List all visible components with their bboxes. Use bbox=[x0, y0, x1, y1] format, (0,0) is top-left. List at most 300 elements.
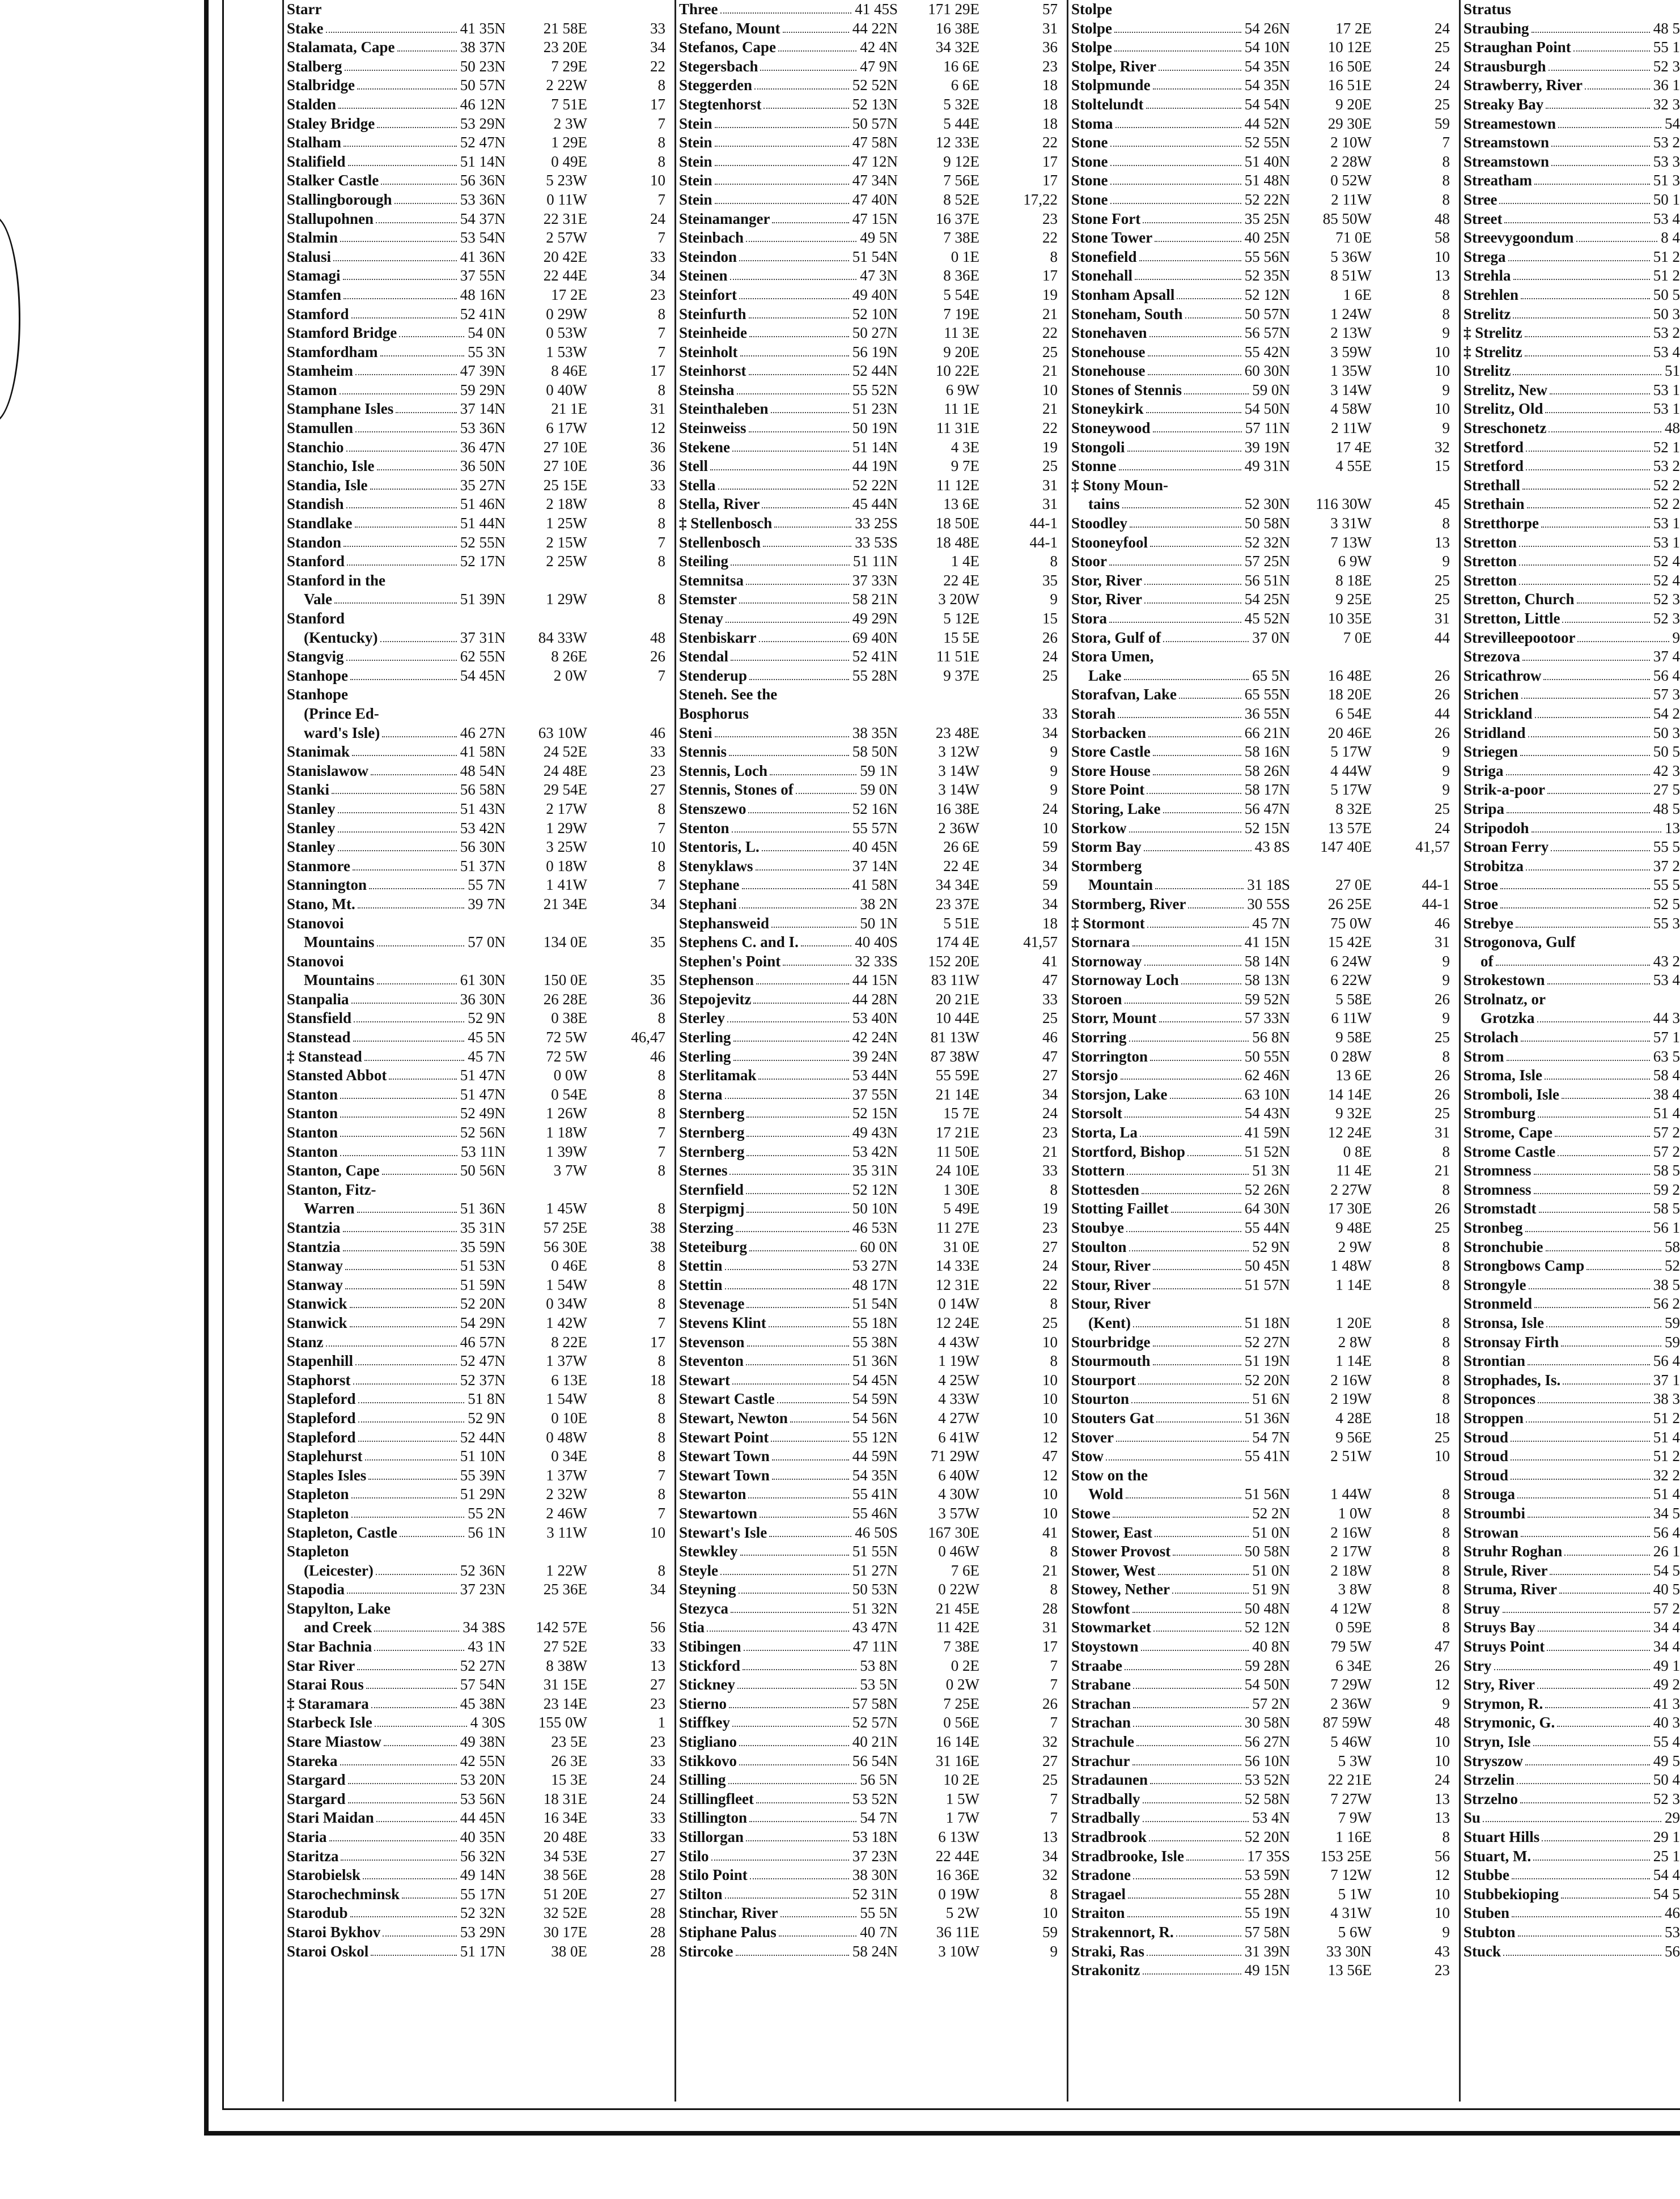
longitude: 13 57E bbox=[1327, 819, 1372, 837]
index-entry bbox=[287, 1199, 670, 1219]
latitude: 53 27N bbox=[852, 1257, 898, 1275]
index-entry bbox=[679, 1771, 1062, 1790]
place-name: Steinbach bbox=[679, 229, 744, 247]
place-name: Stari Maidan bbox=[287, 1809, 374, 1827]
leader-dots bbox=[358, 1402, 464, 1403]
place-name: ‡ Stony Moun- bbox=[1071, 476, 1169, 494]
longitude: 26 3E bbox=[551, 1752, 587, 1769]
latitude: 37 2 bbox=[1653, 857, 1680, 874]
latitude: 62 55N bbox=[460, 648, 506, 665]
longitude: 3 14W bbox=[938, 762, 979, 779]
leader-dots bbox=[1114, 50, 1241, 52]
map-page: 25 bbox=[1435, 571, 1450, 589]
map-page: 33 bbox=[650, 1809, 665, 1827]
index-entry bbox=[1463, 0, 1680, 19]
latitude: 37 55N bbox=[460, 267, 506, 285]
leader-dots bbox=[1534, 1307, 1650, 1308]
leader-dots bbox=[710, 469, 849, 470]
index-entry bbox=[1071, 362, 1454, 381]
index-entry bbox=[679, 1238, 1062, 1257]
index-entry bbox=[1071, 1181, 1454, 1200]
place-name: Stone Fort bbox=[1071, 210, 1141, 227]
place-name: Stewart bbox=[679, 1371, 730, 1389]
index-entry bbox=[1071, 895, 1454, 914]
map-page: 38 bbox=[650, 1238, 665, 1255]
leader-dots bbox=[763, 546, 851, 547]
place-name: Steinsha bbox=[679, 381, 735, 398]
map-page: 8 bbox=[1442, 172, 1450, 189]
leader-dots bbox=[340, 1155, 457, 1156]
leader-dots bbox=[1549, 70, 1650, 71]
longitude: 7 38E bbox=[943, 229, 979, 247]
index-entry bbox=[679, 1085, 1062, 1105]
longitude: 75 0W bbox=[1330, 914, 1372, 932]
index-entry bbox=[1071, 1333, 1454, 1352]
map-page: 44-1 bbox=[1029, 533, 1058, 551]
longitude: 0 52W bbox=[1330, 172, 1372, 189]
index-entry bbox=[1071, 1847, 1454, 1866]
place-name: Stewarton bbox=[679, 1485, 746, 1503]
latitude: 54 29N bbox=[460, 1314, 506, 1331]
index-entry bbox=[1071, 95, 1454, 114]
place-name: Stone bbox=[1071, 172, 1108, 189]
latitude: 50 3 bbox=[1653, 724, 1680, 741]
leader-dots bbox=[1542, 1840, 1650, 1841]
latitude: 52 26N bbox=[1244, 1181, 1290, 1198]
map-page: 10 bbox=[650, 1523, 665, 1541]
latitude: 54 45N bbox=[460, 667, 506, 684]
index-entry bbox=[679, 667, 1062, 686]
latitude: 63 5 bbox=[1653, 1047, 1680, 1065]
leader-dots bbox=[400, 1536, 464, 1537]
leader-dots bbox=[783, 965, 851, 966]
map-page: 7 bbox=[657, 324, 665, 342]
latitude: 54 4 bbox=[1653, 1866, 1680, 1884]
longitude: 2 11W bbox=[1331, 190, 1372, 208]
leader-dots bbox=[732, 831, 849, 833]
map-page: 8 bbox=[657, 1162, 665, 1179]
latitude: 39 7N bbox=[468, 895, 506, 912]
longitude: 11 1E bbox=[944, 400, 979, 418]
index-entry bbox=[1463, 514, 1680, 533]
index-entry bbox=[287, 1390, 670, 1409]
latitude: 54 50N bbox=[1244, 1676, 1290, 1693]
longitude: 12 33E bbox=[935, 134, 979, 151]
longitude: 29 30E bbox=[1327, 114, 1372, 132]
latitude: 52 15N bbox=[852, 1105, 898, 1122]
longitude: 1 4E bbox=[951, 553, 979, 570]
leader-dots bbox=[1545, 1707, 1650, 1708]
leader-dots bbox=[366, 1688, 457, 1689]
index-entry bbox=[287, 171, 670, 190]
place-name: Stretton, Little bbox=[1463, 610, 1560, 627]
longitude: 31 16E bbox=[935, 1752, 979, 1769]
latitude: 53 36N bbox=[460, 190, 506, 208]
place-name: Steinhorst bbox=[679, 362, 746, 380]
leader-dots bbox=[1163, 641, 1249, 642]
index-entry bbox=[679, 819, 1062, 838]
latitude: 37 23N bbox=[852, 1847, 898, 1865]
leader-dots bbox=[1543, 679, 1650, 680]
latitude: 43 8S bbox=[1254, 838, 1290, 856]
place-name: Steinthaleben bbox=[679, 400, 769, 418]
map-page: 32 bbox=[1042, 1733, 1058, 1751]
leader-dots bbox=[340, 1764, 457, 1765]
longitude: 23 14E bbox=[543, 1695, 587, 1712]
index-entry bbox=[287, 1219, 670, 1238]
longitude: 6 24W bbox=[1330, 952, 1372, 970]
leader-dots bbox=[377, 983, 457, 984]
latitude: 60 30N bbox=[1244, 362, 1290, 380]
index-entry bbox=[679, 1790, 1062, 1809]
place-name: Stanwick bbox=[287, 1295, 347, 1313]
place-name: Stamullen bbox=[287, 419, 354, 437]
map-page: 7 bbox=[657, 114, 665, 132]
longitude: 1 42W bbox=[546, 1314, 587, 1331]
latitude: 51 18N bbox=[1244, 1314, 1290, 1331]
leader-dots bbox=[1147, 793, 1241, 794]
place-name: Mountains bbox=[304, 971, 375, 989]
longitude: 3 25W bbox=[546, 838, 587, 856]
index-entry bbox=[1463, 552, 1680, 571]
index-entry bbox=[1463, 1181, 1680, 1200]
place-name: Strokestown bbox=[1463, 971, 1545, 989]
map-page: 8 bbox=[1050, 248, 1058, 265]
place-name: Stevenson bbox=[679, 1333, 745, 1351]
index-entry bbox=[679, 1637, 1062, 1657]
latitude: 56 1 bbox=[1653, 1219, 1680, 1236]
longitude: 116 30W bbox=[1316, 495, 1372, 513]
index-entry bbox=[679, 400, 1062, 419]
index-entry bbox=[287, 228, 670, 248]
place-name: Straubing bbox=[1463, 19, 1529, 37]
place-name: Stowe bbox=[1071, 1504, 1110, 1522]
leader-dots bbox=[759, 641, 849, 642]
place-name: Strymonic, G. bbox=[1463, 1714, 1555, 1731]
place-name: Strelitz, New bbox=[1463, 381, 1547, 398]
index-entry bbox=[287, 1143, 670, 1162]
place-name: ‡ Strelitz bbox=[1463, 343, 1522, 360]
latitude: 52 55N bbox=[460, 533, 506, 551]
map-page: 26 bbox=[1042, 629, 1058, 646]
leader-dots bbox=[1187, 1155, 1241, 1156]
latitude: 52 32N bbox=[460, 1904, 506, 1922]
map-page: 26 bbox=[650, 648, 665, 665]
place-name: Stanovoi bbox=[287, 914, 344, 932]
longitude: 6 11W bbox=[1331, 1009, 1372, 1027]
map-page: 34 bbox=[1042, 724, 1058, 741]
latitude: 51 14N bbox=[852, 438, 898, 456]
place-name: Stewart's Isle bbox=[679, 1523, 767, 1541]
latitude: 52 13N bbox=[852, 95, 898, 113]
latitude: 49 40N bbox=[852, 286, 898, 303]
map-page: 23 bbox=[650, 286, 665, 303]
index-entry bbox=[287, 1542, 670, 1561]
leader-dots bbox=[376, 1821, 457, 1822]
place-name: ‡ Staramara bbox=[287, 1695, 369, 1712]
latitude: 44 45N bbox=[460, 1809, 506, 1827]
leader-dots bbox=[1126, 1497, 1241, 1498]
longitude: 0 19W bbox=[938, 1885, 979, 1903]
index-entry bbox=[1071, 1199, 1454, 1219]
index-entry bbox=[679, 1752, 1062, 1771]
map-page: 43 bbox=[1435, 1942, 1450, 1960]
latitude: 51 3N bbox=[1252, 1162, 1290, 1179]
leader-dots bbox=[1131, 1402, 1249, 1403]
map-page: 8 bbox=[657, 1009, 665, 1027]
place-name: Storafvan, Lake bbox=[1071, 686, 1177, 703]
leader-dots bbox=[1555, 1136, 1650, 1137]
index-entry bbox=[287, 1047, 670, 1067]
place-name: Stanway bbox=[287, 1257, 343, 1275]
leader-dots bbox=[358, 1421, 464, 1423]
index-entry bbox=[1071, 1923, 1454, 1942]
index-entry bbox=[287, 476, 670, 495]
leader-dots bbox=[1124, 679, 1249, 680]
index-entry bbox=[1071, 876, 1454, 895]
leader-dots bbox=[1106, 1459, 1241, 1461]
latitude: 52 10N bbox=[852, 305, 898, 322]
place-name: Sternes bbox=[679, 1162, 728, 1179]
longitude: 29 54E bbox=[543, 781, 587, 799]
index-entry bbox=[287, 1485, 670, 1504]
index-entry bbox=[679, 324, 1062, 343]
place-name: Stroe bbox=[1463, 876, 1498, 894]
index-entry bbox=[1071, 419, 1454, 438]
leader-dots bbox=[350, 679, 457, 680]
latitude: 54 25N bbox=[1244, 591, 1290, 608]
latitude: 56 58N bbox=[460, 781, 506, 799]
place-name: Stroponces bbox=[1463, 1390, 1536, 1408]
map-page: 18 bbox=[1042, 77, 1058, 94]
map-page: 10 bbox=[1435, 1733, 1450, 1751]
place-name: Stapleford bbox=[287, 1428, 356, 1446]
leader-dots bbox=[762, 850, 849, 851]
latitude: 54 7N bbox=[860, 1809, 898, 1827]
map-page: 32 bbox=[1042, 1866, 1058, 1884]
map-page: 18 bbox=[1042, 914, 1058, 932]
place-name: Stongoli bbox=[1071, 438, 1125, 456]
latitude: 53 4N bbox=[1252, 1809, 1290, 1827]
index-entry bbox=[1071, 990, 1454, 1009]
place-name: Stragael bbox=[1071, 1885, 1126, 1903]
index-entry bbox=[287, 990, 670, 1009]
index-entry bbox=[1463, 819, 1680, 838]
latitude: 55 19N bbox=[1244, 1904, 1290, 1922]
place-name: Starai Rous bbox=[287, 1676, 364, 1693]
index-entry bbox=[1463, 38, 1680, 57]
map-page: 34 bbox=[1042, 1085, 1058, 1103]
place-name: Stibingen bbox=[679, 1638, 741, 1655]
latitude: 53 2 bbox=[1653, 457, 1680, 475]
index-entry bbox=[1071, 381, 1454, 400]
leader-dots bbox=[739, 298, 849, 299]
latitude: 52 30N bbox=[1244, 495, 1290, 513]
index-entry bbox=[1071, 1790, 1454, 1809]
index-entry bbox=[1463, 495, 1680, 514]
leader-dots bbox=[338, 108, 457, 109]
index-entry bbox=[1463, 286, 1680, 305]
leader-dots bbox=[718, 489, 849, 490]
longitude: 5 17W bbox=[1330, 781, 1372, 799]
longitude: 5 17W bbox=[1330, 743, 1372, 761]
longitude: 11 31E bbox=[936, 419, 979, 437]
place-name: Mountains bbox=[304, 933, 375, 951]
index-column-1 bbox=[287, 0, 670, 1961]
latitude: 57 2 bbox=[1653, 1143, 1680, 1160]
latitude: 40 35N bbox=[460, 1828, 506, 1845]
index-entry bbox=[679, 1713, 1062, 1733]
longitude: 14 33E bbox=[935, 1257, 979, 1275]
leader-dots bbox=[365, 1459, 457, 1461]
leader-dots bbox=[1539, 1212, 1650, 1213]
leader-dots bbox=[355, 374, 457, 375]
map-page: 12 bbox=[1435, 1676, 1450, 1693]
place-name: Stretton bbox=[1463, 533, 1517, 551]
leader-dots bbox=[1541, 527, 1650, 528]
index-entry bbox=[1463, 1733, 1680, 1752]
index-entry bbox=[1071, 724, 1454, 743]
place-name: Stapodia bbox=[287, 1581, 345, 1598]
latitude: 53 29N bbox=[460, 114, 506, 132]
place-name: Stradaunen bbox=[1071, 1771, 1148, 1789]
place-name: Stephen's Point bbox=[679, 952, 781, 970]
leader-dots bbox=[1576, 241, 1657, 242]
latitude: 34 5 bbox=[1653, 1504, 1680, 1522]
latitude: 46 bbox=[1665, 1904, 1680, 1922]
place-name: Stettin bbox=[679, 1257, 723, 1275]
longitude: 25 36E bbox=[543, 1581, 587, 1598]
place-name: Stanpalia bbox=[287, 990, 349, 1008]
latitude: 35 31N bbox=[852, 1162, 898, 1179]
leader-dots bbox=[1172, 1593, 1249, 1594]
leader-dots bbox=[1518, 1935, 1661, 1937]
index-entry bbox=[287, 1675, 670, 1695]
place-name: Stoma bbox=[1071, 114, 1113, 132]
map-page: 9 bbox=[1050, 1942, 1058, 1960]
latitude: 17 35S bbox=[1247, 1847, 1290, 1865]
index-entry bbox=[1463, 1542, 1680, 1561]
leader-dots bbox=[383, 1935, 457, 1937]
leader-dots bbox=[376, 1574, 457, 1575]
index-entry bbox=[1071, 1713, 1454, 1733]
place-name: Strolach bbox=[1463, 1029, 1519, 1046]
index-entry bbox=[287, 305, 670, 324]
index-entry bbox=[287, 838, 670, 857]
leader-dots bbox=[1173, 1555, 1241, 1556]
leader-dots bbox=[1534, 184, 1650, 185]
place-name: Stromness bbox=[1463, 1181, 1531, 1198]
place-name: Stamagi bbox=[287, 267, 341, 285]
leader-dots bbox=[343, 1231, 457, 1232]
leader-dots bbox=[1177, 298, 1241, 299]
longitude: 2 46W bbox=[546, 1504, 587, 1522]
leader-dots bbox=[1529, 1288, 1650, 1289]
place-name: Steiling bbox=[679, 553, 729, 570]
leader-dots bbox=[1551, 165, 1650, 166]
index-entry bbox=[679, 381, 1062, 400]
index-entry bbox=[287, 1847, 670, 1866]
leader-dots bbox=[326, 32, 457, 33]
map-page: 25 bbox=[1435, 95, 1450, 113]
leader-dots bbox=[326, 1345, 457, 1347]
index-entry bbox=[1071, 838, 1454, 857]
latitude: 49 29N bbox=[852, 610, 898, 627]
longitude: 11 50E bbox=[936, 1143, 979, 1160]
latitude: 53 59N bbox=[1244, 1866, 1290, 1884]
latitude: 55 5 bbox=[1653, 838, 1680, 856]
leader-dots bbox=[1525, 355, 1650, 356]
map-page: 8 bbox=[1050, 1295, 1058, 1313]
place-name: Strega bbox=[1463, 248, 1506, 265]
latitude: 52 49N bbox=[460, 1105, 506, 1122]
index-entry bbox=[1071, 685, 1454, 704]
place-name: Stanley bbox=[287, 838, 336, 856]
latitude: 31 39N bbox=[1244, 1942, 1290, 1960]
index-entry bbox=[1071, 1866, 1454, 1885]
index-entry bbox=[1071, 1390, 1454, 1409]
place-name: of bbox=[1480, 952, 1494, 970]
leader-dots bbox=[1550, 1574, 1650, 1575]
leader-dots bbox=[749, 336, 849, 337]
index-entry bbox=[1071, 1219, 1454, 1238]
index-entry bbox=[679, 1447, 1062, 1466]
latitude: 44 52N bbox=[1244, 114, 1290, 132]
latitude: 43 2 bbox=[1653, 952, 1680, 970]
latitude: 30 58N bbox=[1244, 1714, 1290, 1731]
latitude: 52 20N bbox=[1244, 1371, 1290, 1389]
latitude: 52 2N bbox=[1252, 1504, 1290, 1522]
leader-dots bbox=[340, 1136, 457, 1137]
place-name: Stronsa, Isle bbox=[1463, 1314, 1545, 1331]
longitude: 15 42E bbox=[1327, 933, 1372, 951]
latitude: 55 28N bbox=[852, 667, 898, 684]
place-name: Stree bbox=[1463, 190, 1497, 208]
map-page: 44 bbox=[1435, 704, 1450, 722]
place-name: Stilo Point bbox=[679, 1866, 748, 1884]
leader-dots bbox=[345, 70, 457, 71]
leader-dots bbox=[334, 602, 457, 604]
longitude: 3 11W bbox=[546, 1523, 587, 1541]
index-entry bbox=[1071, 1771, 1454, 1790]
latitude: 54 10N bbox=[1244, 39, 1290, 56]
leader-dots bbox=[374, 1650, 464, 1651]
latitude: 54 50N bbox=[1244, 400, 1290, 418]
latitude: 52 9N bbox=[468, 1009, 506, 1027]
map-page: 8 bbox=[1442, 515, 1450, 532]
place-name: Strawberry, River bbox=[1463, 77, 1583, 94]
place-name: Store Point bbox=[1071, 781, 1145, 799]
index-entry bbox=[287, 1181, 670, 1200]
index-entry bbox=[1463, 1199, 1680, 1219]
map-page: 9 bbox=[1050, 591, 1058, 608]
place-name: Stortford, Bishop bbox=[1071, 1143, 1186, 1160]
leader-dots bbox=[771, 927, 856, 928]
place-name: Stapylton, Lake bbox=[287, 1599, 391, 1617]
map-page: 28 bbox=[650, 1942, 665, 1960]
map-page: 7 bbox=[1442, 134, 1450, 151]
index-entry bbox=[1071, 495, 1454, 514]
index-entry bbox=[1463, 1219, 1680, 1238]
place-name: Stephansweid bbox=[679, 914, 770, 932]
index-entry bbox=[679, 343, 1062, 362]
latitude: 56 54N bbox=[852, 1752, 898, 1769]
leader-dots bbox=[1527, 507, 1650, 508]
longitude: 3 31W bbox=[1330, 515, 1372, 532]
latitude: 51 8N bbox=[468, 1390, 506, 1408]
place-name: Stalusi bbox=[287, 248, 332, 265]
place-name: Stora bbox=[1071, 610, 1107, 627]
